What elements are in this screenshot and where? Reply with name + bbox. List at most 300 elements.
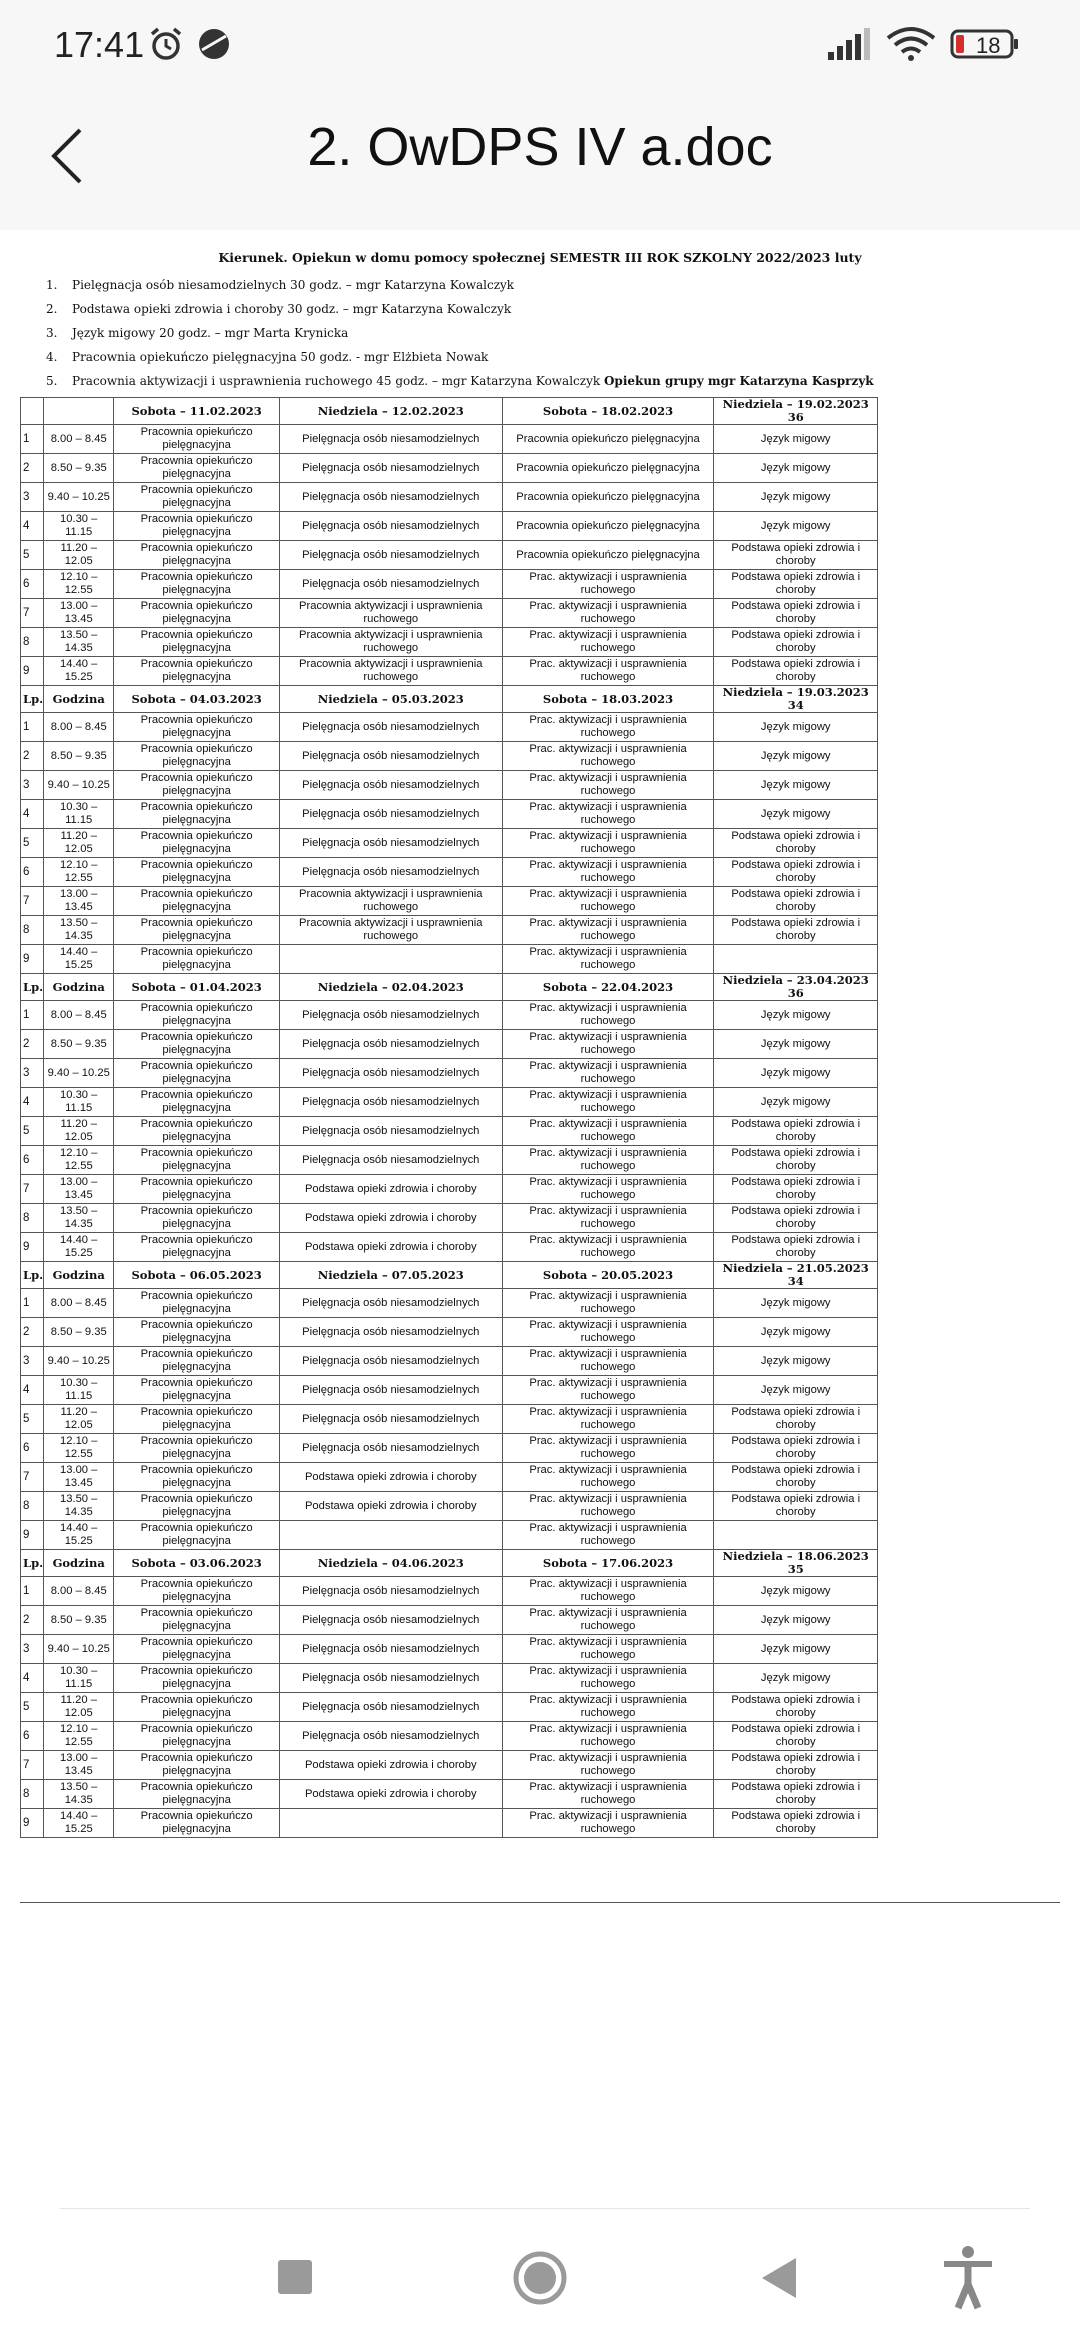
table-cell: 14.40 – 15.25	[44, 1809, 114, 1838]
table-cell: Pielęgnacja osób niesamodzielnych	[279, 425, 502, 454]
table-row	[21, 599, 878, 628]
table-row	[21, 945, 878, 974]
table-cell: 13.50 – 14.35	[44, 1780, 114, 1809]
table-cell: 10.30 – 11.15	[44, 512, 114, 541]
table-cell: Prac. aktywizacji i usprawnienia ruchowego	[502, 1146, 714, 1175]
table-cell: Pracownia opiekuńczo pielęgnacyjna	[114, 713, 280, 742]
data-saver-icon	[196, 26, 232, 67]
table-cell: Pracownia opiekuńczo pielęgnacyjna	[114, 1117, 280, 1146]
home-circle-icon	[500, 2238, 580, 2318]
table-cell: Prac. aktywizacji i usprawnienia ruchowego	[502, 1635, 714, 1664]
list-number: 2.	[46, 302, 58, 316]
document-heading: Kierunek. Opiekun w domu pomocy społecznej SEMESTR III ROK SZKOLNY 2022/2023 luty	[218, 250, 862, 265]
document-title: 2. OwDPS IV a.doc	[307, 117, 773, 177]
page-divider	[20, 1902, 1060, 1903]
document-page	[20, 250, 1060, 1838]
table-cell: Podstawa opieki zdrowia i choroby	[714, 1405, 878, 1434]
table-row	[21, 1030, 878, 1059]
table-row	[21, 713, 878, 742]
battery-level: 18	[976, 33, 1001, 58]
table-cell: Pielęgnacja osób niesamodzielnych	[279, 829, 502, 858]
table-cell: Pracownia opiekuńczo pielęgnacyjna	[114, 945, 280, 974]
table-cell: Podstawa opieki zdrowia i choroby	[714, 887, 878, 916]
table-cell: 14.40 – 15.25	[44, 1233, 114, 1262]
table-row	[21, 1606, 878, 1635]
table-cell: Pracownia opiekuńczo pielęgnacyjna	[114, 1434, 280, 1463]
table-cell: 8.50 – 9.35	[44, 1606, 114, 1635]
table-cell: Pielęgnacja osób niesamodzielnych	[279, 742, 502, 771]
table-cell: Pracownia opiekuńczo pielęgnacyjna	[114, 1001, 280, 1030]
table-cell: 13.50 – 14.35	[44, 1492, 114, 1521]
table-cell: Prac. aktywizacji i usprawnienia ruchowego	[502, 1204, 714, 1233]
table-header-row	[21, 398, 878, 425]
list-item	[20, 321, 1060, 345]
table-cell: Pracownia opiekuńczo pielęgnacyjna	[114, 1376, 280, 1405]
subject-list	[20, 273, 1060, 393]
table-cell: 13.50 – 14.35	[44, 1204, 114, 1233]
header-cell: Sobota – 22.04.2023	[502, 974, 714, 1001]
table-cell: Pracownia opiekuńczo pielęgnacyjna	[502, 483, 714, 512]
table-cell: Pracownia opiekuńczo pielęgnacyjna	[114, 1606, 280, 1635]
accessibility-icon	[928, 2238, 1008, 2318]
table-row	[21, 916, 878, 945]
table-cell: 6	[21, 570, 44, 599]
table-cell: Pracownia opiekuńczo pielęgnacyjna	[114, 1809, 280, 1838]
schedule-table	[20, 397, 878, 1838]
table-cell: 8.50 – 9.35	[44, 454, 114, 483]
header-cell: Niedziela – 02.04.2023	[279, 974, 502, 1001]
table-row	[21, 1521, 878, 1550]
table-cell: Prac. aktywizacji i usprawnienia ruchowego	[502, 1521, 714, 1550]
subject-text: Język migowy 20 godz. – mgr Marta Krynicka	[72, 326, 349, 340]
table-cell: Podstawa opieki zdrowia i choroby	[714, 1492, 878, 1521]
table-cell: Podstawa opieki zdrowia i choroby	[279, 1204, 502, 1233]
subject-text: Podstawa opieki zdrowia i choroby 30 godz. – mgr Katarzyna Kowalczyk	[72, 302, 512, 316]
table-cell: 10.30 – 11.15	[44, 1088, 114, 1117]
list-item	[20, 369, 1060, 393]
table-cell: 4	[21, 1664, 44, 1693]
table-cell: Pracownia opiekuńczo pielęgnacyjna	[114, 628, 280, 657]
table-cell: Język migowy	[714, 1664, 878, 1693]
table-cell: 7	[21, 1751, 44, 1780]
table-cell: 5	[21, 1405, 44, 1434]
table-cell: Pracownia opiekuńczo pielęgnacyjna	[114, 1175, 280, 1204]
table-cell: 14.40 – 15.25	[44, 1521, 114, 1550]
table-cell: Język migowy	[714, 1376, 878, 1405]
header-cell: Lp.	[21, 686, 44, 713]
table-cell: Pracownia opiekuńczo pielęgnacyjna	[114, 1233, 280, 1262]
table-cell: Pracownia opiekuńczo pielęgnacyjna	[114, 599, 280, 628]
table-cell: Pracownia opiekuńczo pielęgnacyjna	[114, 1751, 280, 1780]
header-cell: Sobota – 03.06.2023	[114, 1550, 280, 1577]
table-cell: 2	[21, 742, 44, 771]
app-bar	[0, 84, 1080, 230]
table-cell: Pracownia opiekuńczo pielęgnacyjna	[502, 425, 714, 454]
header-cell: Godzina	[44, 974, 114, 1001]
table-row	[21, 570, 878, 599]
table-cell: Pracownia opiekuńczo pielęgnacyjna	[114, 483, 280, 512]
table-row	[21, 1347, 878, 1376]
table-cell: Pracownia opiekuńczo pielęgnacyjna	[502, 454, 714, 483]
table-cell: 9	[21, 1521, 44, 1550]
table-cell: Język migowy	[714, 1318, 878, 1347]
table-cell: Podstawa opieki zdrowia i choroby	[714, 599, 878, 628]
table-cell: Prac. aktywizacji i usprawnienia ruchowego	[502, 1722, 714, 1751]
table-cell: Pracownia opiekuńczo pielęgnacyjna	[114, 1289, 280, 1318]
table-cell: Pracownia opiekuńczo pielęgnacyjna	[114, 800, 280, 829]
table-cell: Pracownia opiekuńczo pielęgnacyjna	[114, 1318, 280, 1347]
table-header-row	[21, 974, 878, 1001]
table-cell: Pielęgnacja osób niesamodzielnych	[279, 1635, 502, 1664]
table-cell: 1	[21, 1577, 44, 1606]
header-cell: Niedziela – 07.05.2023	[279, 1262, 502, 1289]
table-cell: Prac. aktywizacji i usprawnienia ruchowego	[502, 1693, 714, 1722]
table-row	[21, 1175, 878, 1204]
table-cell: 9	[21, 1233, 44, 1262]
table-cell: 6	[21, 1434, 44, 1463]
table-cell: Podstawa opieki zdrowia i choroby	[714, 570, 878, 599]
table-cell: Prac. aktywizacji i usprawnienia ruchowego	[502, 1175, 714, 1204]
table-cell: 4	[21, 512, 44, 541]
back-triangle-icon	[740, 2238, 820, 2318]
table-cell: Podstawa opieki zdrowia i choroby	[279, 1233, 502, 1262]
table-row	[21, 541, 878, 570]
table-cell: Pielęgnacja osób niesamodzielnych	[279, 541, 502, 570]
table-cell: Prac. aktywizacji i usprawnienia ruchowego	[502, 1318, 714, 1347]
table-cell: Podstawa opieki zdrowia i choroby	[714, 1722, 878, 1751]
table-cell: Podstawa opieki zdrowia i choroby	[279, 1175, 502, 1204]
table-cell: Pracownia aktywizacji i usprawnienia ruchowego	[279, 628, 502, 657]
table-row	[21, 829, 878, 858]
table-cell: Pracownia opiekuńczo pielęgnacyjna	[114, 829, 280, 858]
table-cell: Podstawa opieki zdrowia i choroby	[714, 1175, 878, 1204]
table-cell: Prac. aktywizacji i usprawnienia ruchowego	[502, 887, 714, 916]
list-number: 3.	[46, 326, 58, 340]
header-cell	[44, 398, 114, 425]
table-row	[21, 1088, 878, 1117]
table-cell: 4	[21, 800, 44, 829]
table-cell	[279, 1809, 502, 1838]
table-cell: Pielęgnacja osób niesamodzielnych	[279, 1117, 502, 1146]
table-cell: 11.20 – 12.05	[44, 541, 114, 570]
table-row	[21, 1722, 878, 1751]
table-cell: Prac. aktywizacji i usprawnienia ruchowego	[502, 1347, 714, 1376]
table-row	[21, 1809, 878, 1838]
subject-text: Pracownia opiekuńczo pielęgnacyjna 50 godz. - mgr Elżbieta Nowak	[72, 350, 489, 364]
header-cell: Sobota – 11.02.2023	[114, 398, 280, 425]
table-cell: 13.00 – 13.45	[44, 1463, 114, 1492]
table-cell: Podstawa opieki zdrowia i choroby	[279, 1463, 502, 1492]
table-cell: 7	[21, 887, 44, 916]
table-cell: Podstawa opieki zdrowia i choroby	[714, 1780, 878, 1809]
header-cell: Sobota – 01.04.2023	[114, 974, 280, 1001]
list-text	[72, 345, 488, 369]
table-cell: 11.20 – 12.05	[44, 1117, 114, 1146]
table-cell: Pielęgnacja osób niesamodzielnych	[279, 1376, 502, 1405]
table-cell: 2	[21, 1606, 44, 1635]
table-cell: Podstawa opieki zdrowia i choroby	[279, 1492, 502, 1521]
table-cell: 1	[21, 425, 44, 454]
table-row	[21, 1376, 878, 1405]
table-cell: 3	[21, 1059, 44, 1088]
table-cell: 12.10 – 12.55	[44, 570, 114, 599]
table-cell: 13.50 – 14.35	[44, 916, 114, 945]
table-cell: Pracownia opiekuńczo pielęgnacyjna	[114, 742, 280, 771]
table-cell: Prac. aktywizacji i usprawnienia ruchowego	[502, 1463, 714, 1492]
table-cell: Język migowy	[714, 1577, 878, 1606]
table-row	[21, 1780, 878, 1809]
table-cell: Pracownia opiekuńczo pielęgnacyjna	[114, 541, 280, 570]
table-cell: Pielęgnacja osób niesamodzielnych	[279, 1693, 502, 1722]
table-cell: Pielęgnacja osób niesamodzielnych	[279, 512, 502, 541]
header-cell: Lp.	[21, 1550, 44, 1577]
table-cell: Pielęgnacja osób niesamodzielnych	[279, 454, 502, 483]
table-cell: Podstawa opieki zdrowia i choroby	[714, 657, 878, 686]
list-text	[72, 321, 348, 345]
table-cell: Prac. aktywizacji i usprawnienia ruchowego	[502, 916, 714, 945]
table-row	[21, 1318, 878, 1347]
table-cell: 4	[21, 1088, 44, 1117]
table-cell: 3	[21, 483, 44, 512]
table-cell: Język migowy	[714, 800, 878, 829]
table-cell: 9.40 – 10.25	[44, 1059, 114, 1088]
table-cell: Pracownia opiekuńczo pielęgnacyjna	[114, 1780, 280, 1809]
table-cell: Pracownia opiekuńczo pielęgnacyjna	[114, 1088, 280, 1117]
table-cell: Pielęgnacja osób niesamodzielnych	[279, 1664, 502, 1693]
table-cell	[714, 945, 878, 974]
home-button[interactable]	[500, 2238, 580, 2318]
table-cell: 8	[21, 916, 44, 945]
table-cell: 9	[21, 1809, 44, 1838]
subject-text: Pielęgnacja osób niesamodzielnych 30 godz. – mgr Katarzyna Kowalczyk	[72, 278, 515, 292]
table-cell: Pracownia opiekuńczo pielęgnacyjna	[502, 512, 714, 541]
table-cell: 7	[21, 1463, 44, 1492]
header-cell: Sobota – 20.05.2023	[502, 1262, 714, 1289]
recents-square-icon	[256, 2238, 336, 2318]
table-cell: 8.00 – 8.45	[44, 1001, 114, 1030]
table-cell: Pielęgnacja osób niesamodzielnych	[279, 1088, 502, 1117]
table-cell: 5	[21, 541, 44, 570]
table-cell: Prac. aktywizacji i usprawnienia ruchowego	[502, 858, 714, 887]
table-cell: Podstawa opieki zdrowia i choroby	[714, 829, 878, 858]
table-cell: Prac. aktywizacji i usprawnienia ruchowego	[502, 800, 714, 829]
table-cell: 7	[21, 1175, 44, 1204]
table-cell: Pielęgnacja osób niesamodzielnych	[279, 1001, 502, 1030]
table-cell: Podstawa opieki zdrowia i choroby	[714, 1809, 878, 1838]
table-cell: 8.50 – 9.35	[44, 1318, 114, 1347]
status-bar	[0, 0, 1080, 84]
header-cell: Sobota – 18.03.2023	[502, 686, 714, 713]
table-cell: Pracownia opiekuńczo pielęgnacyjna	[114, 1347, 280, 1376]
table-cell: 8.00 – 8.45	[44, 713, 114, 742]
table-row	[21, 887, 878, 916]
table-cell: Pracownia opiekuńczo pielęgnacyjna	[114, 1693, 280, 1722]
header-cell: Niedziela – 19.02.2023 36	[714, 398, 878, 425]
table-cell: Prac. aktywizacji i usprawnienia ruchowego	[502, 599, 714, 628]
list-text	[72, 297, 511, 321]
table-cell: 9.40 – 10.25	[44, 1347, 114, 1376]
table-cell: 9.40 – 10.25	[44, 483, 114, 512]
table-cell: Podstawa opieki zdrowia i choroby	[714, 916, 878, 945]
table-cell: 10.30 – 11.15	[44, 1664, 114, 1693]
table-cell: Prac. aktywizacji i usprawnienia ruchowego	[502, 1405, 714, 1434]
list-item	[20, 345, 1060, 369]
wifi-icon	[886, 26, 936, 67]
table-cell: Prac. aktywizacji i usprawnienia ruchowego	[502, 657, 714, 686]
header-cell: Sobota – 04.03.2023	[114, 686, 280, 713]
table-cell: 4	[21, 1376, 44, 1405]
list-number: 5.	[46, 374, 58, 388]
table-cell: Prac. aktywizacji i usprawnienia ruchowego	[502, 1664, 714, 1693]
table-cell: Prac. aktywizacji i usprawnienia ruchowego	[502, 1606, 714, 1635]
table-row	[21, 483, 878, 512]
table-cell: 1	[21, 713, 44, 742]
table-cell: 13.50 – 14.35	[44, 628, 114, 657]
table-cell: 13.00 – 13.45	[44, 599, 114, 628]
table-row	[21, 742, 878, 771]
status-time: 17:41	[54, 24, 145, 65]
table-cell: 11.20 – 12.05	[44, 1693, 114, 1722]
table-cell: Podstawa opieki zdrowia i choroby	[714, 1204, 878, 1233]
table-cell: Prac. aktywizacji i usprawnienia ruchowego	[502, 1059, 714, 1088]
table-cell: Język migowy	[714, 454, 878, 483]
list-number: 1.	[46, 278, 58, 292]
list-text	[72, 369, 874, 393]
table-cell: Język migowy	[714, 1030, 878, 1059]
table-row	[21, 858, 878, 887]
table-cell: Pracownia opiekuńczo pielęgnacyjna	[114, 1204, 280, 1233]
table-cell: 5	[21, 829, 44, 858]
table-cell: Pracownia opiekuńczo pielęgnacyjna	[114, 1664, 280, 1693]
table-row	[21, 657, 878, 686]
table-row	[21, 771, 878, 800]
table-cell: Język migowy	[714, 1635, 878, 1664]
list-text	[72, 273, 514, 297]
table-cell: Prac. aktywizacji i usprawnienia ruchowego	[502, 1117, 714, 1146]
table-cell: 8.00 – 8.45	[44, 1577, 114, 1606]
table-cell: Prac. aktywizacji i usprawnienia ruchowego	[502, 1289, 714, 1318]
nav-divider	[60, 2208, 1030, 2209]
table-cell: 3	[21, 771, 44, 800]
table-cell: Podstawa opieki zdrowia i choroby	[279, 1751, 502, 1780]
table-cell: Pracownia opiekuńczo pielęgnacyjna	[114, 1059, 280, 1088]
table-cell: 6	[21, 1722, 44, 1751]
table-cell: Pielęgnacja osób niesamodzielnych	[279, 1434, 502, 1463]
table-cell: Pielęgnacja osób niesamodzielnych	[279, 483, 502, 512]
table-cell: Podstawa opieki zdrowia i choroby	[714, 541, 878, 570]
alarm-icon	[148, 26, 184, 67]
header-cell: Sobota – 06.05.2023	[114, 1262, 280, 1289]
table-row	[21, 628, 878, 657]
table-row	[21, 1059, 878, 1088]
recents-button[interactable]	[256, 2238, 336, 2318]
table-cell: Pracownia opiekuńczo pielęgnacyjna	[114, 1030, 280, 1059]
table-cell: Język migowy	[714, 1347, 878, 1376]
list-number: 4.	[46, 350, 58, 364]
table-cell: Pielęgnacja osób niesamodzielnych	[279, 713, 502, 742]
table-cell: 9.40 – 10.25	[44, 1635, 114, 1664]
table-row	[21, 1693, 878, 1722]
table-cell: Język migowy	[714, 512, 878, 541]
table-cell: 8	[21, 1204, 44, 1233]
table-cell	[714, 1521, 878, 1550]
table-cell: Prac. aktywizacji i usprawnienia ruchowego	[502, 829, 714, 858]
header-cell: Niedziela – 23.04.2023 36	[714, 974, 878, 1001]
table-cell: Pracownia opiekuńczo pielęgnacyjna	[114, 1146, 280, 1175]
table-cell: Prac. aktywizacji i usprawnienia ruchowego	[502, 1492, 714, 1521]
table-cell: 13.00 – 13.45	[44, 1175, 114, 1204]
table-cell: 14.40 – 15.25	[44, 945, 114, 974]
header-cell: Niedziela – 05.03.2023	[279, 686, 502, 713]
table-cell: Pracownia opiekuńczo pielęgnacyjna	[114, 1521, 280, 1550]
table-cell: Pracownia aktywizacji i usprawnienia ruchowego	[279, 887, 502, 916]
table-cell: 12.10 – 12.55	[44, 1722, 114, 1751]
table-cell: Pielęgnacja osób niesamodzielnych	[279, 570, 502, 599]
header-cell: Godzina	[44, 1262, 114, 1289]
table-cell: Pielęgnacja osób niesamodzielnych	[279, 858, 502, 887]
table-cell: Pracownia opiekuńczo pielęgnacyjna	[114, 916, 280, 945]
table-row	[21, 1405, 878, 1434]
table-cell: 2	[21, 1318, 44, 1347]
table-cell: 3	[21, 1347, 44, 1376]
table-cell: 10.30 – 11.15	[44, 800, 114, 829]
table-cell: 1	[21, 1289, 44, 1318]
table-row	[21, 1233, 878, 1262]
table-cell: Prac. aktywizacji i usprawnienia ruchowego	[502, 1809, 714, 1838]
table-cell: Język migowy	[714, 742, 878, 771]
list-item	[20, 297, 1060, 321]
table-cell: 7	[21, 599, 44, 628]
header-cell: Sobota – 18.02.2023	[502, 398, 714, 425]
table-cell: Podstawa opieki zdrowia i choroby	[714, 858, 878, 887]
table-cell: Pielęgnacja osób niesamodzielnych	[279, 1146, 502, 1175]
table-cell: 9	[21, 657, 44, 686]
accessibility-button[interactable]	[928, 2238, 1008, 2318]
nav-back-button[interactable]	[740, 2238, 820, 2318]
table-cell: Prac. aktywizacji i usprawnienia ruchowego	[502, 570, 714, 599]
table-cell: Pracownia opiekuńczo pielęgnacyjna	[114, 1635, 280, 1664]
table-cell: Pracownia opiekuńczo pielęgnacyjna	[114, 512, 280, 541]
table-row	[21, 1463, 878, 1492]
table-cell: Pracownia opiekuńczo pielęgnacyjna	[114, 1577, 280, 1606]
table-row	[21, 1204, 878, 1233]
table-cell: 8.50 – 9.35	[44, 1030, 114, 1059]
table-cell: 1	[21, 1001, 44, 1030]
table-cell: Prac. aktywizacji i usprawnienia ruchowego	[502, 1030, 714, 1059]
table-cell: Pracownia opiekuńczo pielęgnacyjna	[114, 454, 280, 483]
table-cell: Pracownia aktywizacji i usprawnienia ruchowego	[279, 599, 502, 628]
table-cell: Język migowy	[714, 713, 878, 742]
table-cell: Prac. aktywizacji i usprawnienia ruchowego	[502, 945, 714, 974]
table-cell: Podstawa opieki zdrowia i choroby	[714, 1463, 878, 1492]
subject-text: Pracownia aktywizacji i usprawnienia ruchowego 45 godz. – mgr Katarzyna Kowalczyk	[72, 374, 604, 388]
table-cell: Pielęgnacja osób niesamodzielnych	[279, 1347, 502, 1376]
table-cell: Pracownia opiekuńczo pielęgnacyjna	[502, 541, 714, 570]
header-cell: Niedziela – 12.02.2023	[279, 398, 502, 425]
table-cell: Prac. aktywizacji i usprawnienia ruchowego	[502, 1780, 714, 1809]
table-row	[21, 1117, 878, 1146]
table-cell: Pielęgnacja osób niesamodzielnych	[279, 1059, 502, 1088]
table-cell: Język migowy	[714, 771, 878, 800]
signal-icon	[826, 26, 874, 67]
header-cell: Niedziela – 18.06.2023 35	[714, 1550, 878, 1577]
table-cell: Pielęgnacja osób niesamodzielnych	[279, 1405, 502, 1434]
table-cell: Pracownia opiekuńczo pielęgnacyjna	[114, 657, 280, 686]
table-cell: Pielęgnacja osób niesamodzielnych	[279, 1289, 502, 1318]
table-cell: 8	[21, 628, 44, 657]
table-cell: Podstawa opieki zdrowia i choroby	[714, 1117, 878, 1146]
table-cell: 5	[21, 1117, 44, 1146]
